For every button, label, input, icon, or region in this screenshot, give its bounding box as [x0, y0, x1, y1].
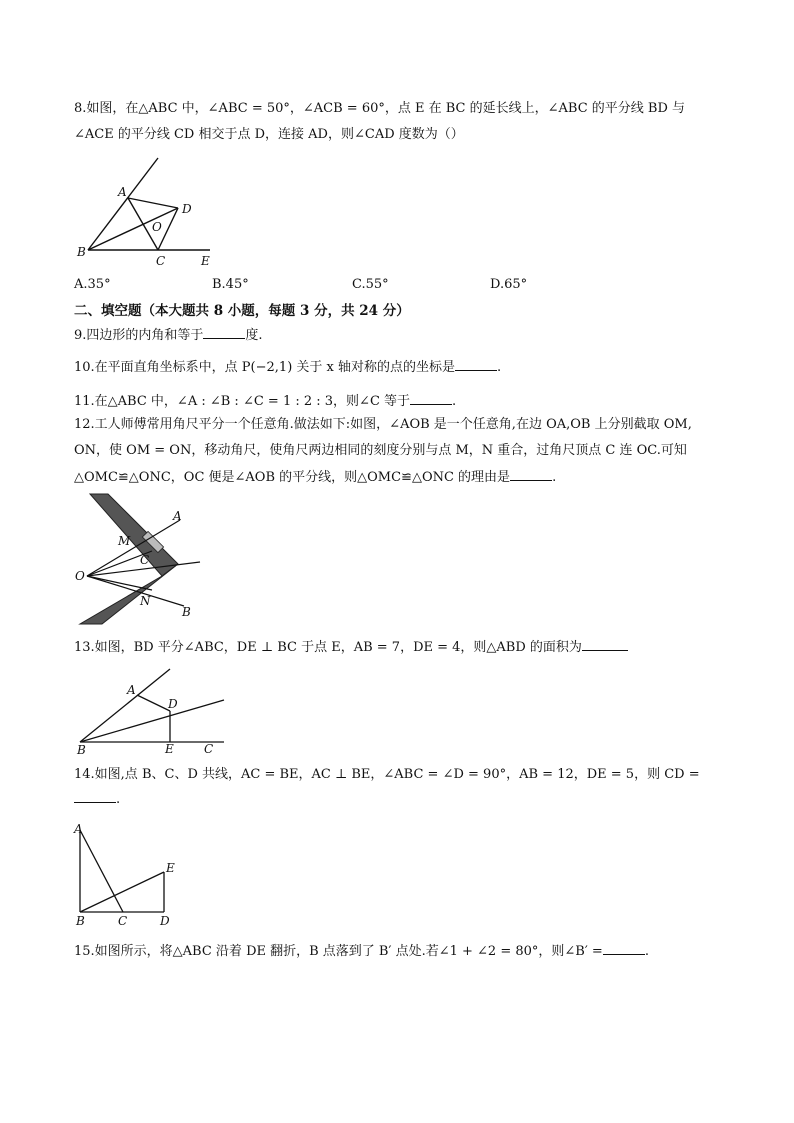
- q11-prefix: 11.在△ABC 中，∠A : ∠B : ∠C = 1 : 2 : 3，则∠C 等于: [74, 394, 411, 409]
- q13-label-b: B: [77, 743, 86, 757]
- q14-label-b: B: [76, 914, 85, 928]
- q13-text: [74, 638, 628, 657]
- q12-suffix: .: [552, 470, 557, 485]
- q14-suffix: .: [116, 792, 121, 807]
- q9-text: [74, 326, 263, 345]
- q12-label-m: M: [118, 534, 131, 548]
- q8-label-b: B: [77, 245, 86, 259]
- q10-prefix: 10.在平面直角坐标系中，点 P(−2,1) 关于 x 轴对称的点的坐标是: [74, 360, 455, 375]
- q12-text-line1: 12.工人师傅常用角尺平分一个任意角.做法如下:如图，∠AOB 是一个任意角,在边 OA,OB 上分别截取 OM,: [74, 417, 692, 432]
- q15-answer-blank: [603, 942, 645, 955]
- q8-option-a: A.35°: [74, 277, 111, 292]
- q12-line-ob: [87, 576, 184, 606]
- section-heading-fill-in: 二、填空题（本大题共 8 小题，每题 3 分，共 24 分）: [74, 303, 410, 319]
- q13-answer-blank: [582, 638, 628, 651]
- q14-text-line1: 14.如图,点 B、C、D 共线，AC = BE，AC ⊥ BE，∠ABC = ∠D = 90°，AB = 12，DE = 5，则 CD =: [74, 767, 700, 782]
- q8-label-c: C: [156, 254, 166, 268]
- q8-label-a: A: [118, 185, 127, 199]
- q14-label-c: C: [118, 914, 128, 928]
- q10-text: [74, 358, 501, 377]
- q12-text-line3: [74, 468, 556, 487]
- q13-label-e: E: [165, 742, 174, 756]
- q11-suffix: .: [452, 394, 457, 409]
- q9-suffix: 度.: [245, 328, 263, 343]
- q12-answer-blank: [510, 468, 552, 481]
- q13-label-d: D: [168, 697, 178, 711]
- q13-line-bisector: [80, 700, 224, 742]
- q14-label-a: A: [74, 822, 83, 836]
- q13-label-c: C: [204, 742, 214, 756]
- q12-label-c: C: [140, 553, 150, 567]
- q14-line-ac: [80, 830, 123, 912]
- q9-prefix: 9.四边形的内角和等于: [74, 328, 204, 343]
- q10-suffix: .: [497, 360, 502, 375]
- q8-label-e: E: [201, 254, 210, 268]
- q13-label-a: A: [127, 683, 136, 697]
- q8-line-bd: [88, 208, 178, 250]
- q15-suffix: .: [644, 944, 649, 959]
- q14-text-line2: [74, 790, 120, 809]
- q8-line-ad: [128, 198, 178, 208]
- q8-text-line1: 8.如图，在△ABC 中，∠ABC = 50°，∠ACB = 60°，点 E 在 BC 的延长线上，∠ABC 的平分线 BD 与: [74, 101, 686, 116]
- q8-option-d: D.65°: [490, 277, 528, 292]
- q8-figure: [70, 150, 230, 270]
- q12-line-on: [87, 576, 152, 590]
- q8-option-b: B.45°: [212, 277, 249, 292]
- q13-figure: [72, 664, 232, 756]
- q8-line-ba-ray: [88, 158, 158, 250]
- q12-figure: [72, 494, 212, 628]
- q14-label-e: E: [166, 861, 175, 875]
- q8-option-c: C.55°: [352, 277, 389, 292]
- q12-label-a: A: [173, 509, 182, 523]
- q14-answer-blank: [74, 790, 116, 803]
- q8-label-d: D: [182, 202, 192, 216]
- q13-line-ad: [137, 695, 170, 711]
- q14-label-d: D: [160, 914, 170, 928]
- q12-ruler-upper-arm: [90, 494, 178, 576]
- q12-label-o: O: [75, 569, 85, 583]
- q12-text-line2: ON，使 OM = ON，移动角尺，使角尺两边相同的刻度分别与点 M，N 重合，过角尺顶点 C 连 OC.可知: [74, 443, 687, 458]
- q11-answer-blank: [410, 392, 452, 405]
- q12-prefix: △OMC≌△ONC，OC 便是∠AOB 的平分线，则△OMC≌△ONC 的理由是: [74, 470, 511, 485]
- q10-answer-blank: [455, 358, 497, 371]
- q9-answer-blank: [203, 326, 245, 339]
- q12-label-b: B: [182, 605, 191, 619]
- q8-text-line2: ∠ACE 的平分线 CD 相交于点 D，连接 AD，则∠CAD 度数为（）: [74, 127, 464, 142]
- q8-label-o: O: [152, 220, 162, 234]
- q14-line-be: [80, 872, 164, 912]
- q15-prefix: 15.如图所示，将△ABC 沿着 DE 翻折，B 点落到了 B′ 点处.若∠1 + ∠2 = 80°，则∠B′ =: [74, 944, 603, 959]
- q13-line-ba-ray: [80, 669, 170, 742]
- q13-prefix: 13.如图，BD 平分∠ABC，DE ⊥ BC 于点 E，AB = 7，DE = 4，则△ABD 的面积为: [74, 640, 582, 655]
- q11-text: [74, 392, 456, 411]
- q14-figure: [72, 822, 192, 930]
- q12-label-n: N: [140, 594, 151, 608]
- q15-text: [74, 942, 649, 961]
